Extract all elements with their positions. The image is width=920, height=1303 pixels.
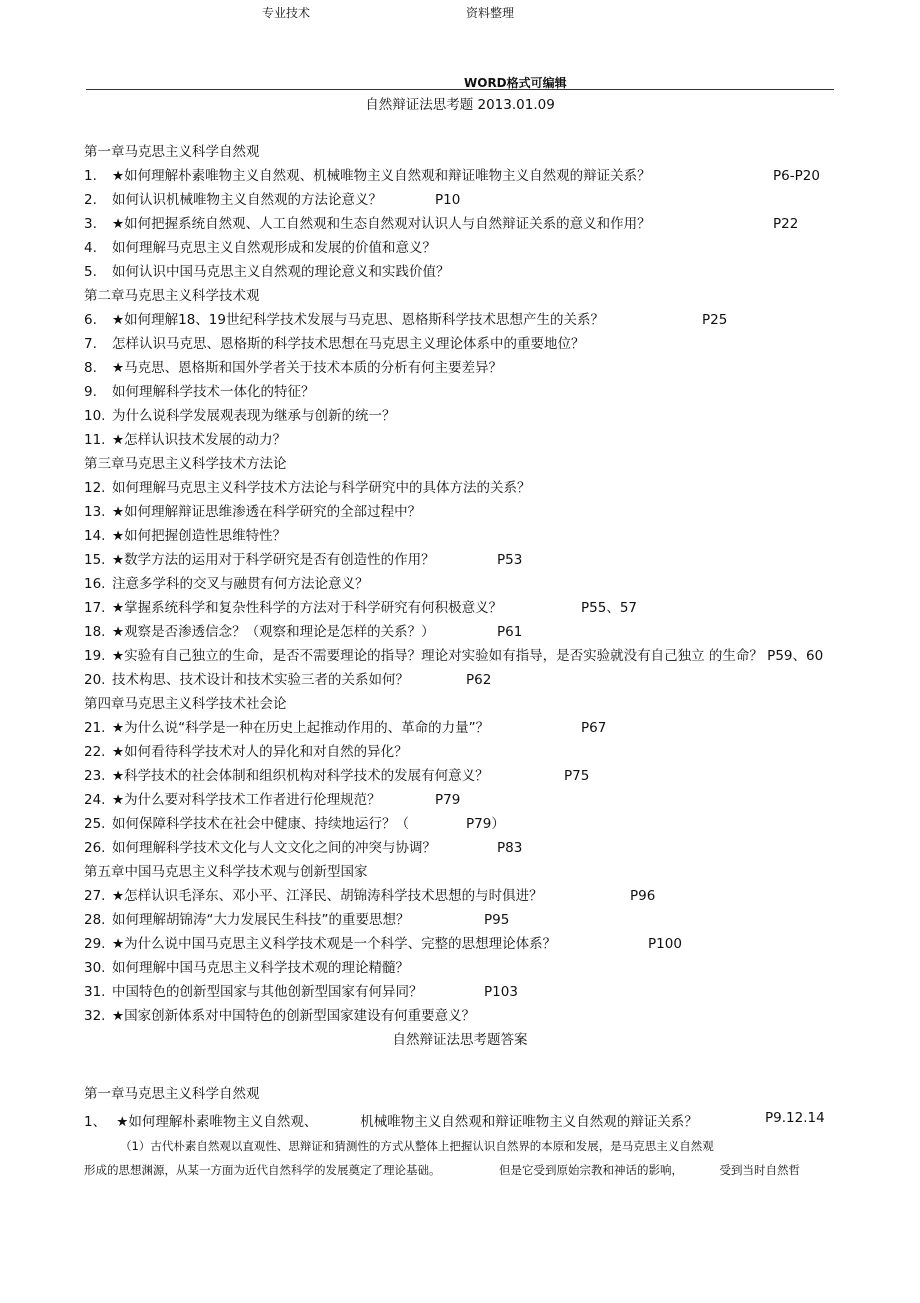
question-item [84,476,844,500]
question-item [84,308,844,332]
question-page-ref: P55、57 [581,600,637,616]
chapter-heading: 第五章中国马克思主义科学技术观与创新型国家 [84,864,368,880]
question-text: 如何理解中国马克思主义科学技术观的理论精髓？ [112,960,409,976]
question-text: ★怎样认识毛泽东、邓小平、江泽民、胡锦涛科学技术思想的与时俱进？ [112,888,543,904]
question-item [84,548,844,572]
question-number: 17. [84,600,106,616]
question-number: 29. [84,936,106,952]
question-number: 20. [84,672,106,688]
question-number: 28. [84,912,106,928]
word-format-label: WORD格式可编辑 [464,76,567,90]
question-item [84,764,844,788]
question-item [84,572,844,596]
question-number: 30. [84,960,106,976]
question-text: ★为什么要对科学技术工作者进行伦理规范？ [112,792,381,808]
question-text: 如何理解马克思主义自然观形成和发展的价值和意义？ [112,240,436,256]
chapter-heading: 第三章马克思主义科学技术方法论 [84,456,287,472]
question-text: 技术构思、技术设计和技术实验三者的关系如何？ [112,672,409,688]
question-item [84,932,844,956]
question-item [84,380,844,404]
question-text: ★实验有自己独立的生命，是否不需要理论的指导？理论对实验如有指导，是否实验就没有自己独立 的生命？ P59、60 [112,648,824,664]
question-item [84,980,844,1004]
question-number: 4. [84,240,97,256]
question-page-ref: P67 [581,720,607,736]
question-text: 怎样认识马克思、恩格斯的科学技术思想在马克思主义理论体系中的重要地位？ [112,336,585,352]
question-number: 13. [84,504,106,520]
question-number: 16. [84,576,106,592]
question-text: ★如何把握创造性思维特性？ [112,528,287,544]
question-page-ref: P10 [435,192,461,208]
question-item [84,836,844,860]
question-number: 11. [84,432,106,448]
question-page-ref: P22 [773,216,799,232]
question-text: ★数学方法的运用对于科学研究是否有创造性的作用？ [112,552,435,568]
answer-question-page-ref: P9.12.14 [765,1110,825,1126]
question-item [84,524,844,548]
question-item [84,164,844,188]
question-text: 如何理解科学技术文化与人文文化之间的冲突与协调？ [112,840,436,856]
question-number: 26. [84,840,106,856]
question-number: 6. [84,312,97,328]
question-number: 8. [84,360,97,376]
question-number: 15. [84,552,106,568]
question-text: 如何理解科学技术一体化的特征？ [112,384,315,400]
document-title: 自然辩证法思考题 2013.01.09 [365,97,555,113]
question-page-ref: P61 [497,624,523,640]
question-text: 为什么说科学发展观表现为继承与创新的统一？ [112,408,396,424]
question-item [84,908,844,932]
question-page-ref: P75 [564,768,590,784]
question-number: 9. [84,384,97,400]
question-text: ★如何理解18、19世纪科学技术发展与马克思、恩格斯科学技术思想产生的关系？ [112,312,604,328]
chapter-heading: 第四章马克思主义科学技术社会论 [84,696,287,712]
question-number: 21. [84,720,106,736]
answer-question-1 [84,1110,844,1130]
question-item [84,356,844,380]
question-item [84,596,844,620]
question-text: 如何理解胡锦涛“大力发展民生科技”的重要思想？ [112,912,410,928]
question-number: 1. [84,168,97,184]
question-text: ★如何看待科学技术对人的异化和对自然的异化？ [112,744,408,760]
question-number: 25. [84,816,106,832]
question-page-ref: P95 [484,912,510,928]
question-text: ★怎样认识技术发展的动力？ [112,432,287,448]
question-item [84,668,844,692]
question-page-ref: P79 [435,792,461,808]
question-text: ★国家创新体系对中国特色的创新型国家建设有何重要意义？ [112,1008,476,1024]
question-text: ★观察是否渗透信念？（观察和理论是怎样的关系？） [112,624,435,640]
question-item [84,1004,844,1028]
question-text: ★为什么说中国马克思主义科学技术观是一个科学、完整的思想理论体系？ [112,936,557,952]
question-item [84,716,844,740]
question-item [84,428,844,452]
question-item [84,644,844,668]
question-item [84,260,844,284]
question-number: 10. [84,408,106,424]
question-number: 22. [84,744,106,760]
question-item [84,212,844,236]
question-item [84,188,844,212]
question-item [84,884,844,908]
question-text: 如何理解马克思主义科学技术方法论与科学研究中的具体方法的关系？ [112,480,531,496]
answer-paragraph: （1）古代朴素自然观以直观性、思辩证和猜测性的方式从整体上把握认识自然界的本原和发展，是马克思主义自然观 [120,1139,714,1153]
question-text: ★掌握系统科学和复杂性科学的方法对于科学研究有何积极意义？ [112,600,503,616]
question-text: 中国特色的创新型国家与其他创新型国家有何异同？ [112,984,423,1000]
answers-title: 自然辩证法思考题答案 [392,1032,528,1048]
question-number: 18. [84,624,106,640]
question-number: 19. [84,648,106,664]
question-number: 31. [84,984,106,1000]
question-item [84,332,844,356]
question-page-ref: P53 [497,552,523,568]
question-number: 23. [84,768,106,784]
question-page-ref: P6-P20 [773,168,820,184]
question-text: 如何认识机械唯物主义自然观的方法论意义？ [112,192,382,208]
question-item [84,740,844,764]
question-page-ref: P100 [648,936,682,952]
chapter-heading: 第一章马克思主义科学自然观 [84,144,260,160]
question-number: 24. [84,792,106,808]
question-text: ★科学技术的社会体制和组织机构对科学技术的发展有何意义？ [112,768,489,784]
question-page-ref: P62 [466,672,492,688]
header-left-label: 专业技术 [262,6,311,20]
question-text: 注意多学科的交叉与融贯有何方法论意义？ [112,576,369,592]
question-page-ref: P25 [702,312,728,328]
answer-question-text: ★如何理解朴素唯物主义自然观、 机械唯物主义自然观和辩证唯物主义自然观的辩证关系？ [116,1114,698,1130]
header-right-label: 资料整理 [466,6,515,20]
question-number: 7. [84,336,97,352]
question-text: 如何保障科学技术在社会中健康、持续地运行？（ [112,816,409,832]
question-number: 27. [84,888,106,904]
question-item [84,956,844,980]
question-page-ref: P96 [630,888,656,904]
question-item [84,500,844,524]
question-page-ref: P103 [484,984,518,1000]
question-number: 14. [84,528,106,544]
question-text: 如何认识中国马克思主义自然观的理论意义和实践价值？ [112,264,450,280]
question-item [84,620,844,644]
question-number: 3. [84,216,97,232]
question-number: 32. [84,1008,106,1024]
chapter-heading: 第二章马克思主义科学技术观 [84,288,260,304]
question-number: 2. [84,192,97,208]
question-text: ★如何理解朴素唯物主义自然观、机械唯物主义自然观和辩证唯物主义自然观的辩证关系？ [112,168,651,184]
question-item [84,236,844,260]
question-page-ref: P79） [466,816,505,832]
question-number: 12. [84,480,106,496]
header-rule [86,89,834,90]
answer-paragraph: 形成的思想渊源，从某一方面为近代自然科学的发展奠定了理论基础。 但是它受到原始宗教和神话的影响， 受到当时自然哲 [84,1163,801,1177]
question-text: ★如何把握系统自然观、人工自然观和生态自然观对认识人与自然辩证关系的意义和作用？ [112,216,651,232]
question-text: ★为什么说“科学是一种在历史上起推动作用的、革命的力量”？ [112,720,490,736]
question-item [84,404,844,428]
question-text: ★马克思、恩格斯和国外学者关于技术本质的分析有何主要差异？ [112,360,503,376]
answer-question-number: 1、 [84,1114,107,1130]
question-list [84,140,844,1028]
answers-chapter-heading: 第一章马克思主义科学自然观 [84,1086,260,1102]
question-text: ★如何理解辩证思维渗透在科学研究的全部过程中？ [112,504,422,520]
question-page-ref: P83 [497,840,523,856]
question-number: 5. [84,264,97,280]
question-item [84,812,844,836]
question-item [84,788,844,812]
